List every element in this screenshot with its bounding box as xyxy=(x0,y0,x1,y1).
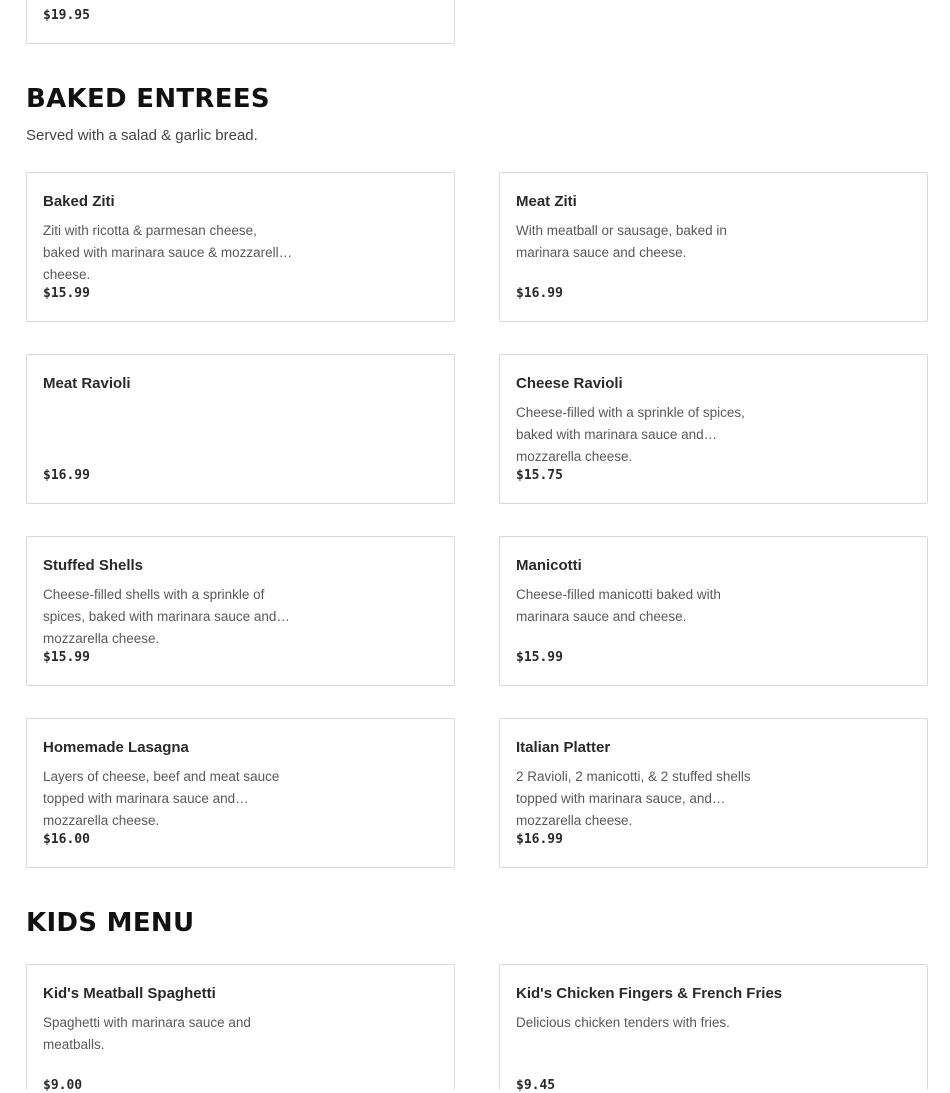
item-description: Cheese-filled shells with a sprinkle of spices, baked with marinara sauce and mozzarella cheese. xyxy=(43,587,277,646)
item-price: $16.00 xyxy=(43,832,90,847)
item-description: Spaghetti with marinara sauce and meatballs. xyxy=(43,1015,251,1052)
item-description xyxy=(43,402,293,446)
item-description: With meatball or sausage, baked in marinara sauce and cheese. xyxy=(516,223,727,260)
menu-item-card-kids-chicken-fingers[interactable] xyxy=(499,964,928,1093)
item-price: $9.45 xyxy=(516,1078,556,1093)
item-description: 2 Ravioli, 2 manicotti, & 2 stuffed shells topped with marinara sauce, and mozzarella cheese. xyxy=(516,769,751,828)
menu-item-card-italian-platter[interactable] xyxy=(499,718,928,868)
item-description: Cheese-filled manicotti baked with marinara sauce and cheese. xyxy=(516,587,721,624)
section-title-kids-menu: KIDS MENU xyxy=(26,908,195,938)
item-name: Manicotti xyxy=(516,557,582,574)
item-name: Baked Ziti xyxy=(43,193,115,210)
item-price: $15.99 xyxy=(43,650,90,665)
item-description: Delicious chicken tenders with fries. xyxy=(516,1015,730,1030)
menu-item-card-stuffed-shells[interactable] xyxy=(26,536,455,686)
menu-item-card-manicotti[interactable] xyxy=(499,536,928,686)
item-name: Italian Platter xyxy=(516,739,611,756)
item-price: $9.00 xyxy=(43,1078,83,1093)
menu-item-card-baked-ziti[interactable] xyxy=(26,172,455,322)
section-title-baked-entrees: BAKED ENTREES xyxy=(26,84,270,114)
item-price: $15.75 xyxy=(516,468,563,483)
item-name: Cheese Ravioli xyxy=(516,375,623,392)
menu-item-card-cheese-ravioli[interactable] xyxy=(499,354,928,504)
item-description: Layers of cheese, beef and meat sauce topped with marinara sauce and mozzarella cheese. xyxy=(43,769,280,828)
section-subtitle-baked-entrees: Served with a salad & garlic bread. xyxy=(26,127,258,144)
item-price: $16.99 xyxy=(43,468,90,483)
item-price: $15.99 xyxy=(516,650,563,665)
item-price: $15.99 xyxy=(43,286,90,301)
item-name: Stuffed Shells xyxy=(43,557,144,574)
item-description: Ziti with ricotta & parmesan cheese, baked with marinara sauce & mozzarella cheese. xyxy=(43,223,287,282)
item-name: Homemade Lasagna xyxy=(43,739,189,756)
item-name: Meat Ravioli xyxy=(43,375,131,392)
item-name: Kid's Chicken Fingers & French Fries xyxy=(516,985,783,1002)
item-name: Kid's Meatball Spaghetti xyxy=(43,985,216,1002)
menu-item-card-meat-ravioli[interactable] xyxy=(26,354,455,504)
menu-item-card[interactable] xyxy=(26,0,455,44)
item-price: $16.99 xyxy=(516,832,563,847)
menu-item-card-kids-meatball-spaghetti[interactable] xyxy=(26,964,455,1093)
item-price: $16.99 xyxy=(516,286,563,301)
item-price: $19.95 xyxy=(43,8,90,23)
menu-item-card-meat-ziti[interactable] xyxy=(499,172,928,322)
item-name: Meat Ziti xyxy=(516,193,577,210)
menu-item-card-homemade-lasagna[interactable] xyxy=(26,718,455,868)
item-description: Cheese-filled with a sprinkle of spices, baked with marinara sauce and mozzarella cheese. xyxy=(516,405,745,464)
